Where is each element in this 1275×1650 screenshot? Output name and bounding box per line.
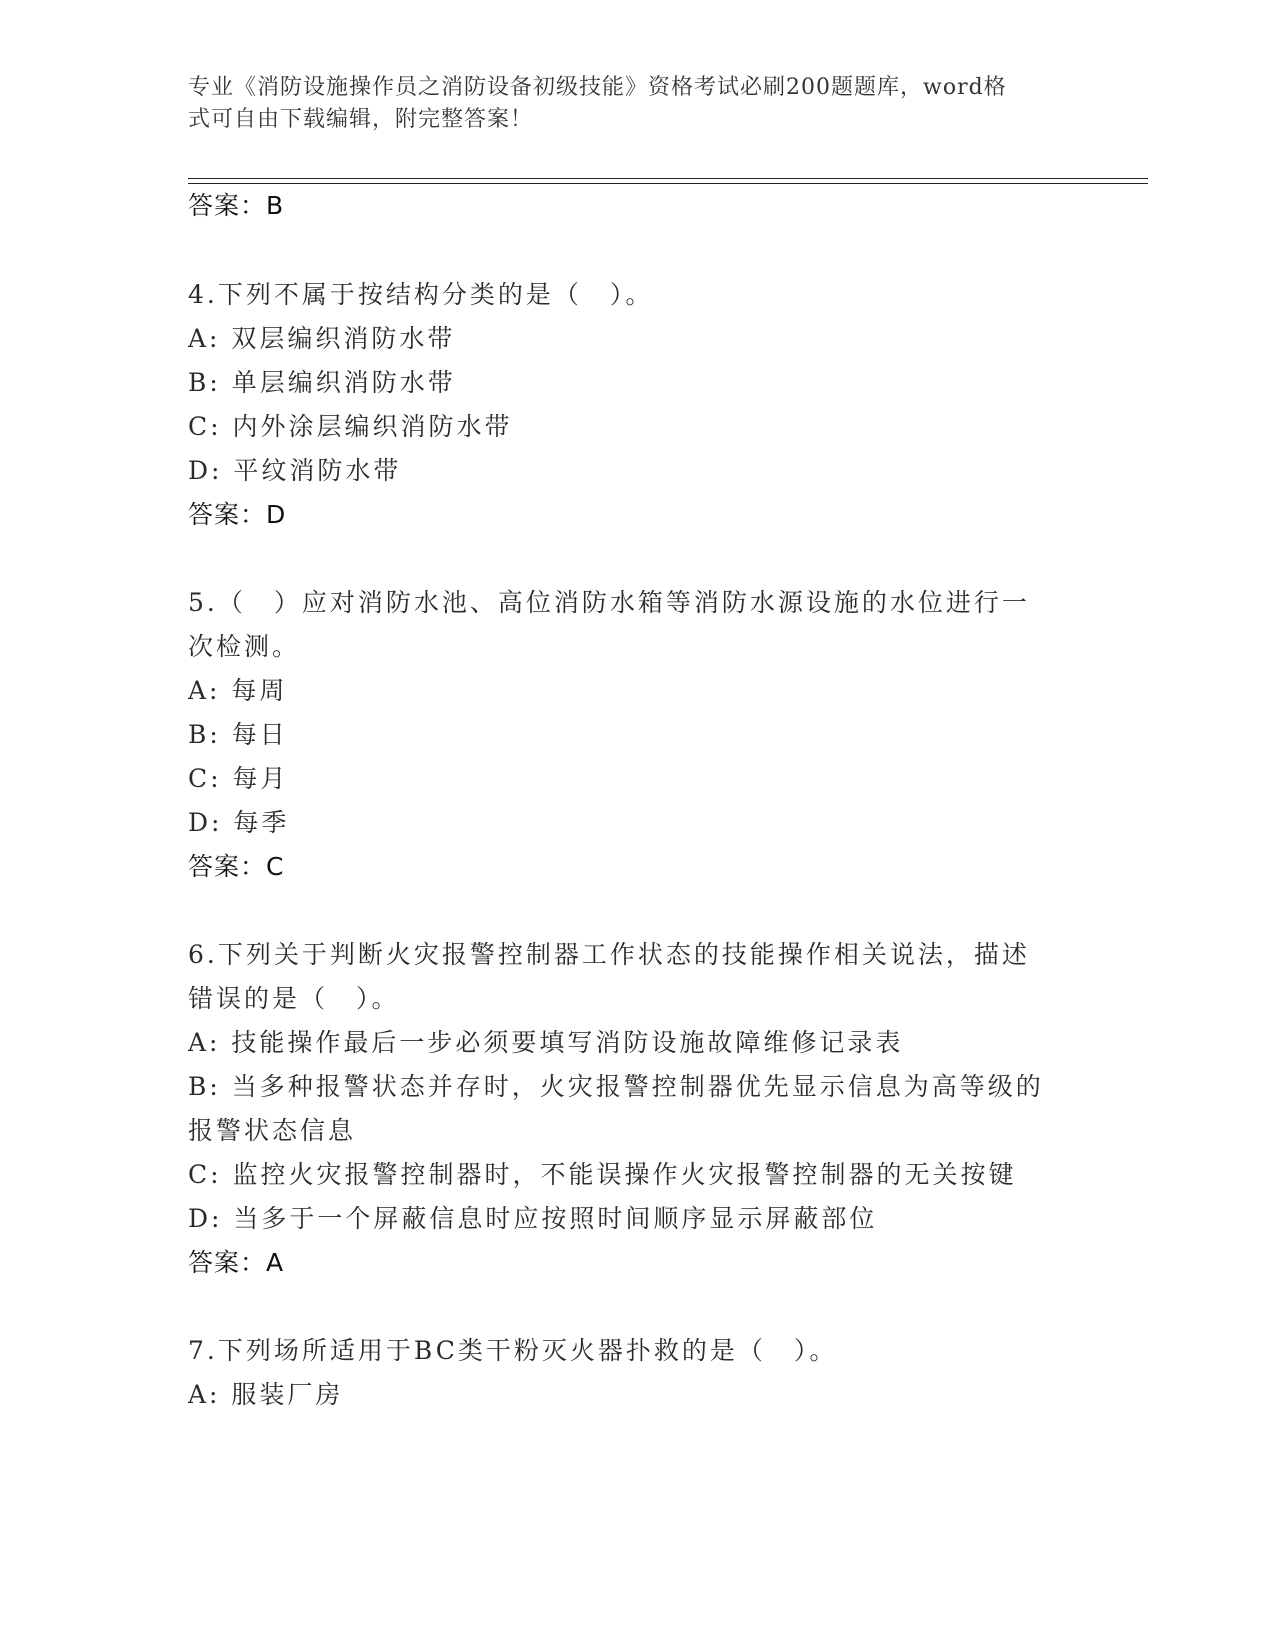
header-line-1: 专业《消防设施操作员之消防设备初级技能》资格考试必刷200题题库，word格 [188, 75, 1007, 100]
header-divider-top [188, 178, 1148, 179]
q6-answer: 答案：A [188, 1248, 285, 1277]
q5-answer: 答案：C [188, 852, 285, 881]
q7-option-a: A: 服装厂房 [188, 1380, 344, 1409]
q5-option-b: B: 每日 [188, 720, 288, 749]
q5-option-d: D: 每季 [188, 808, 290, 837]
q5-stem-line-2: 次检测。 [188, 632, 301, 661]
q4-stem: 4.下列不属于按结构分类的是（ ）。 [188, 280, 654, 309]
q6-option-b-line-1: B: 当多种报警状态并存时，火灾报警控制器优先显示信息为高等级的 [188, 1072, 1044, 1101]
q7-stem: 7.下列场所适用于BC类干粉灭火器扑救的是（ ）。 [188, 1336, 838, 1365]
q5-option-c: C: 每月 [188, 764, 289, 793]
q4-answer: 答案：D [188, 500, 287, 529]
q6-stem-line-2: 错误的是（ ）。 [188, 984, 400, 1013]
q4-option-c: C: 内外涂层编织消防水带 [188, 412, 513, 441]
page-header [188, 72, 1068, 136]
header-divider-bottom [188, 183, 1148, 184]
q5-stem-line-1: 5.（ ）应对消防水池、高位消防水箱等消防水源设施的水位进行一 [188, 588, 1030, 617]
header-line-2: 式可自由下载编辑，附完整答案！ [188, 107, 534, 132]
q6-option-b-line-2: 报警状态信息 [188, 1116, 357, 1145]
q6-option-c: C: 监控火灾报警控制器时，不能误操作火灾报警控制器的无关按键 [188, 1160, 1017, 1189]
q4-option-d: D: 平纹消防水带 [188, 456, 402, 485]
q6-stem-line-1: 6.下列关于判断火灾报警控制器工作状态的技能操作相关说法，描述 [188, 940, 1030, 969]
q4-option-a: A: 双层编织消防水带 [188, 324, 456, 353]
q5-option-a: A: 每周 [188, 676, 288, 705]
answer-previous: 答案：B [188, 191, 285, 220]
q4-option-b: B: 单层编织消防水带 [188, 368, 456, 397]
q6-option-a: A: 技能操作最后一步必须要填写消防设施故障维修记录表 [188, 1028, 904, 1057]
q6-option-d: D: 当多于一个屏蔽信息时应按照时间顺序显示屏蔽部位 [188, 1204, 878, 1233]
